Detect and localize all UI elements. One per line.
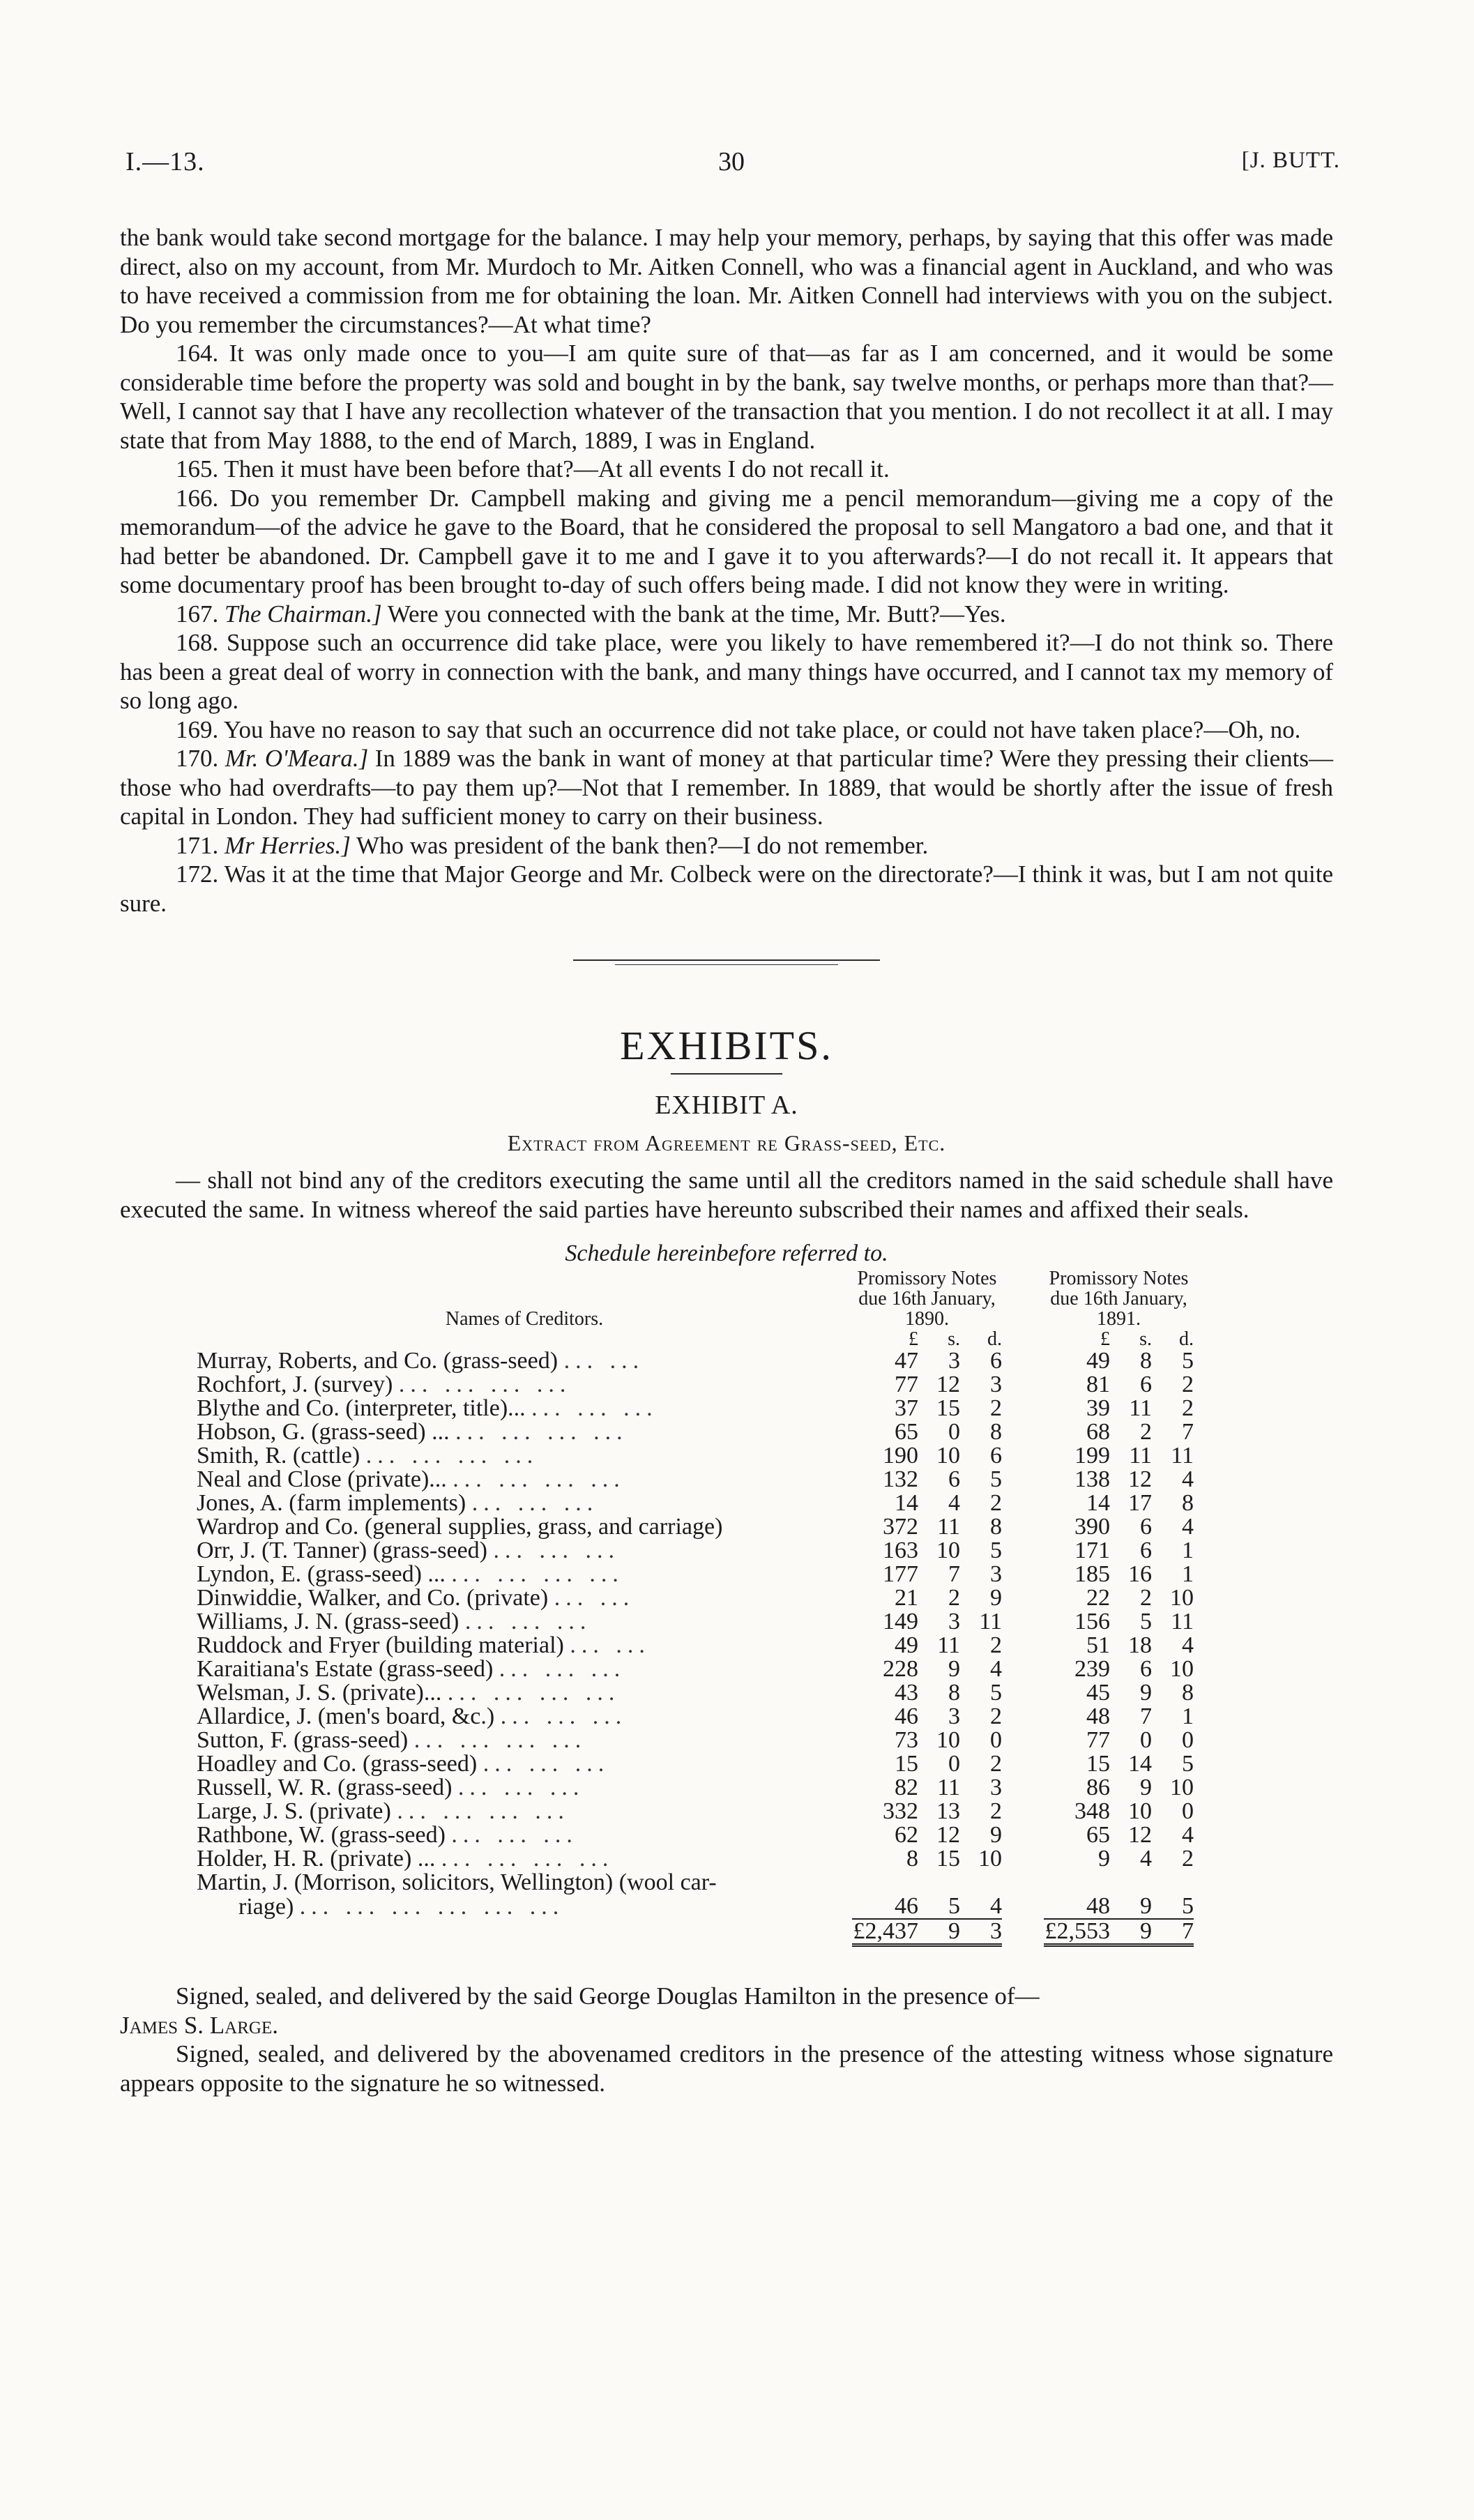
creditors-rows — [197, 1349, 1194, 1871]
exhibit-intro — [120, 1166, 1333, 1224]
amount-1891-pounds: 156 — [1074, 1609, 1110, 1634]
paragraph: 172. Was it at the time that Major George and Mr. Colbeck were on the directorate?—I think it was, but I am not quite sure. — [120, 860, 1333, 917]
amount-1890-shillings: 11 — [937, 1632, 960, 1658]
question-number: 167. — [176, 600, 225, 628]
amount-1890-pence: 2 — [990, 1490, 1002, 1516]
table-row — [197, 1349, 1194, 1373]
heading-rule — [671, 1073, 782, 1075]
amount-1890-pence: 2 — [990, 1632, 1002, 1658]
amount-1891-shillings: 2 — [1140, 1419, 1152, 1445]
leader-dots: ... ... ... — [457, 1775, 585, 1800]
amount-1891-pounds: 199 — [1074, 1443, 1110, 1468]
amount-1890-pence: 9 — [990, 1822, 1002, 1848]
leader-dots: ... ... — [570, 1632, 651, 1658]
amount-1890-pence: 2 — [990, 1751, 1002, 1777]
creditor-name-cell — [197, 1847, 852, 1871]
amount-1890-pounds: 15 — [895, 1751, 918, 1777]
creditor-name-cell — [197, 1586, 852, 1610]
paragraph: 164. It was only made once to you—I am quite sure of that—as far as I am concerned, and it would be some considerable time before the property was sold and bought in by the bank, say twelve months, or perhaps more than that?—Well, I cannot say that I have any recollection whatever of the transaction that you mention. I do not recollect it at all. I may state that from May 1888, to the end of March, 1889, I was in England. — [120, 340, 1333, 454]
creditor-name-cell — [197, 1444, 852, 1468]
table-row — [197, 1705, 1194, 1729]
section-divider — [573, 959, 880, 965]
amount-1891-pounds: 14 — [1086, 1490, 1110, 1516]
amount-1890-pounds: 47 — [895, 1348, 918, 1374]
amount-1891-shillings: 5 — [1140, 1609, 1152, 1634]
table-row — [197, 1752, 1194, 1776]
amount-1891-pence: 5 — [1182, 1348, 1194, 1374]
table-row — [197, 1681, 1194, 1705]
question-text: In 1889 was the bank in want of money at that particular time? Were they pressing their clients—those who had overdrafts—to pay them up?—Not that I remember. In 1889, that would be shortly after the issue of fresh capital in London. They had sufficient money to carry on their business. — [120, 745, 1333, 830]
amount-1890-pence: 9 — [990, 1585, 1002, 1611]
paragraph: 169. You have no reason to say that such an occurrence did not take place, or could not have taken place?—Oh, no. — [176, 715, 1301, 743]
creditor-name-cell — [197, 1491, 852, 1515]
amount-1891-pence: 4 — [1182, 1632, 1194, 1658]
speaker: Mr Herries.] — [225, 831, 351, 859]
exhibit-a-heading: EXHIBIT A. — [655, 1091, 798, 1120]
currency-units-row — [197, 1329, 1194, 1349]
amount-1891-pence: 4 — [1182, 1514, 1194, 1540]
witness-signature-name: James S. Large. — [120, 2011, 278, 2039]
amount-1890-pence: 8 — [990, 1514, 1002, 1540]
amount-1890-pence: 8 — [990, 1419, 1002, 1445]
amount-1890-pence: 4 — [990, 1893, 1002, 1919]
amount-1890-shillings: 5 — [948, 1893, 960, 1919]
pounds-label: £ — [1100, 1328, 1110, 1350]
column-header-1891: Promissory Notes due 16th January, 1891. — [1049, 1268, 1189, 1330]
amount-1891-pounds: 77 — [1086, 1727, 1110, 1753]
amount-1890-shillings: 3 — [948, 1609, 960, 1634]
shillings-label: s. — [948, 1328, 960, 1350]
creditor-name-cell — [197, 1800, 852, 1823]
amount-1891-shillings: 9 — [1140, 1680, 1152, 1706]
amount-1891-pounds: 9 — [1098, 1846, 1110, 1872]
amount-1891-pounds: 185 — [1074, 1561, 1110, 1587]
creditor-name: Martin, J. (Morrison, solicitors, Wellington) (wool car- — [197, 1869, 717, 1895]
creditor-name: Russell, W. R. (grass-seed) — [197, 1775, 453, 1800]
total-1891-shillings: 9 — [1110, 1919, 1152, 1945]
table-row — [197, 1397, 1194, 1420]
amount-1891-pence: 2 — [1182, 1372, 1194, 1397]
amount-1890-pounds: 37 — [895, 1395, 918, 1421]
amount-1890-pence: 10 — [978, 1846, 1002, 1872]
amount-1891-shillings: 18 — [1128, 1632, 1152, 1658]
amount-1890-pounds: 177 — [883, 1561, 918, 1587]
leader-dots: ... ... ... ... — [398, 1372, 572, 1397]
leader-dots: ... ... — [554, 1585, 635, 1611]
table-row — [197, 1634, 1194, 1657]
table-row — [197, 1895, 1194, 1919]
amount-1890-shillings: 0 — [948, 1751, 960, 1777]
leader-dots: ... ... ... — [483, 1751, 610, 1777]
amount-1890-shillings: 2 — [948, 1585, 960, 1611]
amount-1891-pounds: 86 — [1086, 1775, 1110, 1800]
attestation — [120, 1982, 1333, 2097]
amount-1891-pounds: 15 — [1086, 1751, 1110, 1777]
creditors-table — [197, 1268, 1194, 1947]
amount-1891-pence: 5 — [1182, 1893, 1194, 1919]
amount-1891-shillings: 6 — [1140, 1514, 1152, 1540]
amount-1891-pence: 10 — [1170, 1656, 1194, 1682]
creditor-name: Rathbone, W. (grass-seed) — [197, 1822, 446, 1848]
amount-1890-pence: 3 — [990, 1372, 1002, 1397]
amount-1891-pence: 5 — [1182, 1751, 1194, 1777]
witness-name: [J. BUTT. — [1241, 148, 1340, 173]
amount-1891-pounds: 138 — [1074, 1466, 1110, 1492]
amount-1890-pounds: 190 — [883, 1443, 918, 1468]
creditor-name-cell — [197, 1468, 852, 1491]
leader-dots: ... ... ... ... — [397, 1798, 570, 1824]
amount-1891-pounds: 51 — [1086, 1632, 1110, 1658]
leader-dots: ... ... ... ... — [447, 1680, 621, 1706]
amount-1891-shillings: 6 — [1140, 1656, 1152, 1682]
total-1891-pounds: £2,553 — [1044, 1918, 1110, 1944]
amount-1890-shillings: 10 — [936, 1443, 960, 1468]
amount-1890-pence: 3 — [990, 1775, 1002, 1800]
creditor-name: Williams, J. N. (grass-seed) — [197, 1609, 459, 1634]
amount-1891-pence: 11 — [1171, 1443, 1194, 1468]
amount-1890-shillings: 3 — [948, 1348, 960, 1374]
amount-1890-pence: 11 — [979, 1609, 1002, 1634]
leader-dots: ... ... ... ... — [365, 1443, 539, 1468]
total-1890-pounds: £2,437 — [853, 1918, 918, 1944]
document-page — [120, 146, 1340, 2097]
creditor-name: Smith, R. (cattle) — [197, 1443, 360, 1468]
amount-1891-pounds: 48 — [1086, 1893, 1110, 1919]
amount-1891-shillings: 8 — [1140, 1348, 1152, 1374]
attestation-line: Signed, sealed, and delivered by the abovenamed creditors in the presence of the attesting witness whose signature appears opposite to the signature he so witnessed. — [120, 2040, 1333, 2097]
creditor-name: Wardrop and Co. (general supplies, grass, and carriage) — [197, 1514, 723, 1540]
amount-1890-pence: 6 — [990, 1443, 1002, 1468]
creditor-name: Blythe and Co. (interpreter, title)... — [197, 1395, 526, 1421]
amount-1891-pounds: 348 — [1074, 1798, 1110, 1824]
creditor-name: Holder, H. R. (private) ... — [197, 1846, 436, 1872]
amount-1890-pounds: 62 — [895, 1822, 918, 1848]
amount-1891-shillings: 6 — [1140, 1538, 1152, 1563]
table-row — [197, 1610, 1194, 1634]
leader-dots: ... ... ... — [500, 1703, 628, 1729]
amount-1891-pounds: 171 — [1074, 1538, 1110, 1563]
paragraph: the bank would take second mortgage for the balance. I may help your memory, perhaps, by saying that this offer was made direct, also on my account, from Mr. Murdoch to Mr. Aitken Connell, who was a financial agent in Auckland, and who was to have received a commission from me for obtaining the loan. Mr. Aitken Connell had interviews with you on the subject. Do you remember the circumstances?—At what time? — [120, 224, 1333, 338]
amount-1890-shillings: 8 — [948, 1680, 960, 1706]
amount-1890-pounds: 77 — [895, 1372, 918, 1397]
table-row — [197, 1420, 1194, 1444]
paragraph: — shall not bind any of the creditors executing the same until all the creditors named in the said schedule shall have executed the same. In witness whereof the said parties have hereunto subscribed their names and affixed their seals. — [120, 1167, 1333, 1223]
amount-1890-pence: 5 — [990, 1680, 1002, 1706]
creditor-name-cell — [197, 1349, 852, 1373]
amount-1890-shillings: 11 — [937, 1775, 960, 1800]
amount-1891-shillings: 12 — [1128, 1822, 1152, 1848]
amount-1890-pounds: 82 — [895, 1775, 918, 1800]
amount-1890-pounds: 46 — [895, 1703, 918, 1729]
creditor-name-cell — [197, 1657, 852, 1681]
table-row — [197, 1373, 1194, 1397]
creditor-name: Sutton, F. (grass-seed) — [197, 1727, 409, 1753]
amount-1890-shillings: 4 — [948, 1490, 960, 1516]
creditor-name-cell — [197, 1729, 852, 1752]
amount-1891-pounds: 239 — [1074, 1656, 1110, 1682]
amount-1890-pounds: 228 — [883, 1656, 918, 1682]
creditor-name: Jones, A. (farm implements) — [197, 1490, 466, 1516]
speaker: Mr. O'Meara.] — [225, 745, 369, 772]
creditor-name-cell — [197, 1776, 852, 1800]
paragraph: 166. Do you remember Dr. Campbell making and giving me a pencil memorandum—giving me a copy of the memorandum—of the advice he gave to the Board, that he considered the proposal to sell Mangatoro a bad one, and that it had better be abandoned. Dr. Campbell gave it to me and I gave it to you afterwards?—I do not recall it. It appears that some documentary proof has been brought to-day of such offers being made. I did not know they were in writing. — [120, 484, 1333, 598]
question-number: 171. — [176, 831, 225, 859]
amount-1890-shillings: 15 — [936, 1846, 960, 1872]
amount-1891-pounds: 49 — [1086, 1348, 1110, 1374]
amount-1891-pence: 11 — [1171, 1609, 1194, 1634]
amount-1890-pounds: 43 — [895, 1680, 918, 1706]
question-text: Were you connected with the bank at the time, Mr. Butt?—Yes. — [381, 600, 1006, 628]
amount-1890-pounds: 21 — [895, 1585, 918, 1611]
amount-1890-shillings: 3 — [948, 1703, 960, 1729]
amount-1891-shillings: 4 — [1140, 1846, 1152, 1872]
leader-dots: ... ... ... — [499, 1656, 626, 1682]
amount-1891-pence: 8 — [1182, 1680, 1194, 1706]
leader-dots: ... ... ... — [531, 1395, 658, 1421]
creditor-name-cell — [197, 1823, 852, 1847]
creditor-name: Orr, J. (T. Tanner) (grass-seed) — [197, 1538, 487, 1563]
amount-1891-shillings: 9 — [1140, 1893, 1152, 1919]
evidence-text — [120, 223, 1333, 918]
creditor-name: Lyndon, E. (grass-seed) ... — [197, 1561, 446, 1587]
amount-1890-shillings: 12 — [936, 1822, 960, 1848]
amount-1891-shillings: 17 — [1128, 1490, 1152, 1516]
creditor-name: Allardice, J. (men's board, &c.) — [197, 1703, 495, 1729]
amount-1891-pence: 10 — [1170, 1775, 1194, 1800]
amount-1891-pounds: 65 — [1086, 1822, 1110, 1848]
leader-dots: ... ... ... — [464, 1609, 592, 1634]
amount-1891-shillings: 16 — [1128, 1561, 1152, 1587]
paragraph — [120, 744, 1333, 831]
amount-1891-pence: 0 — [1182, 1798, 1194, 1824]
table-row — [197, 1563, 1194, 1586]
table-row — [197, 1515, 1194, 1539]
amount-1891-pounds: 81 — [1086, 1372, 1110, 1397]
amount-1890-shillings: 10 — [936, 1727, 960, 1753]
creditor-name-cell — [197, 1515, 852, 1539]
extract-heading: Extract from Agreement re Grass-seed, Etc. — [507, 1130, 946, 1155]
creditor-name: Murray, Roberts, and Co. (grass-seed) — [197, 1348, 559, 1374]
leader-dots: ... ... ... ... — [453, 1466, 625, 1492]
creditor-name: Neal and Close (private)... — [197, 1466, 447, 1492]
amount-1891-pounds: 22 — [1086, 1585, 1110, 1611]
amount-1890-pounds: 65 — [895, 1419, 918, 1445]
creditor-name: Rochfort, J. (survey) — [197, 1372, 393, 1397]
table-row — [197, 1847, 1194, 1871]
leader-dots: ... ... — [563, 1348, 645, 1374]
amount-1891-pence: 2 — [1182, 1846, 1194, 1872]
paragraph — [120, 831, 1333, 860]
amount-1891-pence: 2 — [1182, 1395, 1194, 1421]
total-1890-shillings: 9 — [918, 1919, 960, 1945]
amount-1890-shillings: 7 — [948, 1561, 960, 1587]
table-row — [197, 1657, 1194, 1681]
amount-1890-pence: 5 — [990, 1538, 1002, 1563]
creditor-name-cell — [197, 1610, 852, 1634]
amount-1890-pence: 2 — [990, 1395, 1002, 1421]
amount-1891-shillings: 0 — [1140, 1727, 1152, 1753]
page-header — [120, 146, 1340, 188]
creditor-name-cell — [197, 1752, 852, 1776]
creditor-name-cell — [197, 1397, 852, 1420]
creditor-name: Karaitiana's Estate (grass-seed) — [197, 1656, 494, 1682]
amount-1890-pounds: 46 — [895, 1893, 918, 1919]
pence-label: d. — [987, 1328, 1002, 1350]
amount-1890-pence: 3 — [990, 1561, 1002, 1587]
amount-1891-pounds: 45 — [1086, 1680, 1110, 1706]
attestation-line: Signed, sealed, and delivered by the said George Douglas Hamilton in the presence of— — [176, 1982, 1040, 2010]
amount-1891-pence: 8 — [1182, 1490, 1194, 1516]
amount-1891-pence: 1 — [1182, 1703, 1194, 1729]
creditor-name: Hoadley and Co. (grass-seed) — [197, 1751, 478, 1777]
table-row — [197, 1776, 1194, 1800]
amount-1890-shillings: 10 — [936, 1538, 960, 1563]
pence-label: d. — [1179, 1328, 1194, 1350]
table-row — [197, 1586, 1194, 1610]
table-row — [197, 1800, 1194, 1823]
amount-1890-pounds: 163 — [883, 1538, 918, 1563]
creditor-name-cell — [197, 1634, 852, 1657]
table-row — [197, 1871, 1194, 1895]
total-1890-pence: 3 — [960, 1919, 1002, 1945]
amount-1890-pounds: 149 — [883, 1609, 918, 1634]
amount-1890-pounds: 49 — [895, 1632, 918, 1658]
leader-dots: ... ... ... ... — [441, 1846, 614, 1872]
amount-1890-pence: 6 — [990, 1348, 1002, 1374]
amount-1891-shillings: 7 — [1140, 1703, 1152, 1729]
amount-1891-shillings: 9 — [1140, 1775, 1152, 1800]
paragraph: 165. Then it must have been before that?—At all events I do not recall it. — [176, 455, 890, 483]
paragraph: 168. Suppose such an occurrence did take place, were you likely to have remembered it?—I do not think so. There has been a great deal of worry in connection with the bank, and many things have occurred, and I cannot tax my memory of so long ago. — [120, 629, 1333, 714]
creditor-name-cell — [197, 1420, 852, 1444]
table-row — [197, 1491, 1194, 1515]
table-row — [197, 1444, 1194, 1468]
leader-dots: ... ... ... — [493, 1538, 620, 1563]
report-reference: I.—13. — [126, 147, 205, 176]
exhibits-heading: EXHIBITS. — [620, 1023, 833, 1068]
creditor-name: Ruddock and Fryer (building material) — [197, 1632, 564, 1658]
amount-1890-pence: 4 — [990, 1656, 1002, 1682]
amount-1891-pence: 7 — [1182, 1419, 1194, 1445]
amount-1890-pence: 0 — [990, 1727, 1002, 1753]
amount-1890-pounds: 14 — [895, 1490, 918, 1516]
amount-1890-shillings: 15 — [936, 1395, 960, 1421]
creditor-name: Hobson, G. (grass-seed) ... — [197, 1419, 450, 1445]
amount-1891-pounds: 48 — [1086, 1703, 1110, 1729]
amount-1891-pence: 1 — [1182, 1538, 1194, 1563]
question-number: 170. — [176, 745, 225, 772]
amount-1891-shillings: 6 — [1140, 1372, 1152, 1397]
amount-1891-pounds: 68 — [1086, 1419, 1110, 1445]
amount-1891-shillings: 10 — [1128, 1798, 1152, 1824]
creditor-name-cell — [197, 1681, 852, 1705]
creditor-name-cell — [197, 1563, 852, 1586]
table-header-row — [197, 1268, 1194, 1329]
amount-1891-shillings: 12 — [1128, 1466, 1152, 1492]
amount-1890-pounds: 372 — [883, 1514, 918, 1540]
question-text: Who was president of the bank then?—I do not remember. — [350, 831, 929, 859]
amount-1890-pounds: 332 — [883, 1798, 918, 1824]
creditor-name: Large, J. S. (private) — [197, 1798, 391, 1824]
amount-1891-shillings: 11 — [1129, 1395, 1152, 1421]
amount-1891-pounds: 39 — [1086, 1395, 1110, 1421]
amount-1890-shillings: 0 — [948, 1419, 960, 1445]
totals-row — [197, 1919, 1194, 1945]
amount-1890-shillings: 13 — [936, 1798, 960, 1824]
amount-1890-pence: 5 — [990, 1466, 1002, 1492]
leader-dots: ... ... ... ... — [413, 1727, 587, 1753]
table-row — [197, 1539, 1194, 1563]
amount-1891-pence: 10 — [1170, 1585, 1194, 1611]
amount-1890-pounds: 132 — [883, 1466, 918, 1492]
amount-1891-shillings: 14 — [1128, 1751, 1152, 1777]
amount-1891-shillings: 2 — [1140, 1585, 1152, 1611]
amount-1890-shillings: 12 — [936, 1372, 960, 1397]
leader-dots: ... ... ... — [471, 1490, 599, 1516]
creditor-name-cell — [197, 1539, 852, 1563]
total-1891-pence: 7 — [1152, 1919, 1194, 1945]
pounds-label: £ — [909, 1328, 918, 1350]
amount-1890-pounds: 73 — [895, 1727, 918, 1753]
amount-1890-pence: 2 — [990, 1703, 1002, 1729]
amount-1891-pence: 1 — [1182, 1561, 1194, 1587]
page-number: 30 — [718, 147, 745, 176]
leader-dots: ... ... ... — [451, 1822, 578, 1848]
creditor-name-continued: riage) ... ... ... ... ... ... — [238, 1894, 565, 1920]
amount-1891-shillings: 11 — [1129, 1443, 1152, 1468]
amount-1890-shillings: 9 — [948, 1656, 960, 1682]
creditor-name: Dinwiddie, Walker, and Co. (private) — [197, 1585, 549, 1611]
speaker: The Chairman.] — [225, 600, 382, 628]
creditor-name-cell — [197, 1373, 852, 1397]
leader-dots: ... ... ... ... — [455, 1419, 628, 1445]
creditor-name: Welsman, J. S. (private)... — [197, 1680, 442, 1706]
column-header-1890: Promissory Notes due 16th January, 1890. — [857, 1268, 997, 1330]
paragraph — [120, 600, 1333, 629]
table-row — [197, 1468, 1194, 1491]
amount-1891-pence: 4 — [1182, 1822, 1194, 1848]
creditor-name-cell — [197, 1705, 852, 1729]
amount-1891-pence: 4 — [1182, 1466, 1194, 1492]
amount-1890-shillings: 6 — [948, 1466, 960, 1492]
amount-1891-pounds: 390 — [1074, 1514, 1110, 1540]
amount-1890-shillings: 11 — [937, 1514, 960, 1540]
shillings-label: s. — [1139, 1328, 1152, 1350]
table-row — [197, 1823, 1194, 1847]
amount-1891-pence: 0 — [1182, 1727, 1194, 1753]
schedule-heading: Schedule hereinbefore referred to. — [565, 1240, 888, 1266]
amount-1890-pounds: 8 — [906, 1846, 918, 1872]
amount-1890-pence: 2 — [990, 1798, 1002, 1824]
table-row — [197, 1729, 1194, 1752]
column-header-creditors: Names of Creditors. — [445, 1308, 604, 1330]
leader-dots: ... ... ... ... — [451, 1561, 624, 1587]
